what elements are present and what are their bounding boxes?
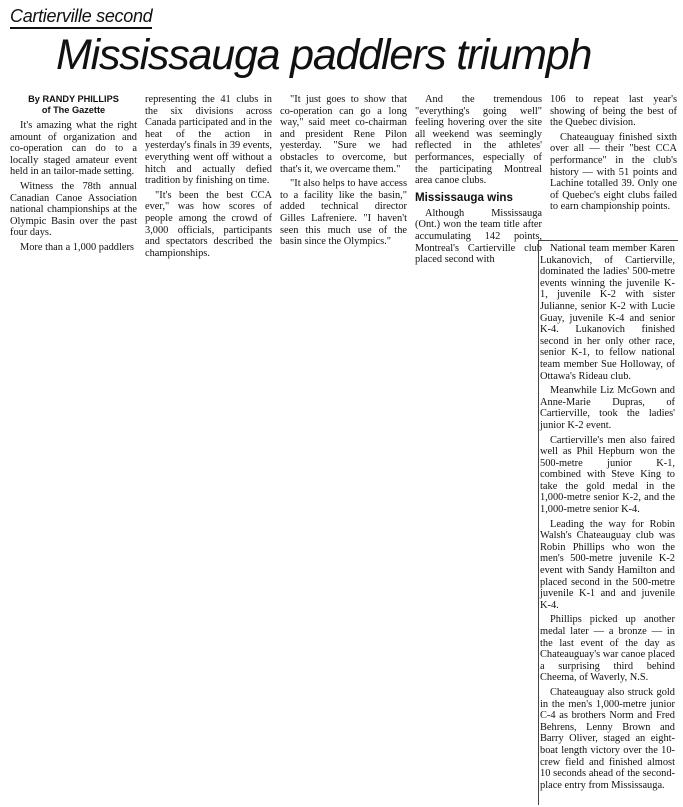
paragraph: representing the 41 clubs in the six divisions across Canada participated and in the heat of the action in yesterday's finals in 39 events, everything went off without a hitch and actually defied tradition by finishing on time. xyxy=(145,94,272,187)
paragraph: "It just goes to show that co-operation can go a long way," said meet co-chairman and president Rene Pilon yesterday. "Sure we had obstacles to overcome, but that's it, we overcame them." xyxy=(280,94,407,175)
kicker: Cartierville second xyxy=(10,6,152,29)
paragraph: 106 to repeat last year's showing of being the best of the Quebec division. xyxy=(550,94,677,129)
paragraph: Chateauguay finished sixth over all — their "best CCA performance" in the club's history — with 51 points and Lachine totalled 39. Only one of Quebec's eight clubs failed to earn championship points. xyxy=(550,131,677,213)
column-divider-vertical xyxy=(538,240,539,805)
article-column-1 xyxy=(10,94,137,257)
article-column-3 xyxy=(280,94,407,251)
paragraph: Chateauguay also struck gold in the men's 1,000-metre junior C-4 as brothers Norm and Fred Behrens, Lenny Brown and Barry Oliver, staged an eight-boat length victory over the 10-crew field and finished almost 10 seconds ahead of the second-place entry from Mississauga. xyxy=(540,686,675,791)
paragraph: More than a 1,000 paddlers xyxy=(20,241,134,253)
paragraph: And the tremendous "everything's going well" feeling hovering over the site all weekend was seemingly reflected in the athletes' performances, especially of the participating Montreal area canoe clubs. xyxy=(415,94,542,187)
column-divider-horizontal xyxy=(538,240,678,241)
paragraph: Leading the way for Robin Walsh's Chateauguay club was Robin Phillips who won the men's 500-metre juvenile K-2 event with Sandy Hamilton and placed second in the 500-metre juvenile K-1 and and juvenile K-4. xyxy=(540,518,675,611)
paragraph: Meanwhile Liz McGown and Anne-Marie Dupras, of Cartierville, took the ladies' junior K-2 event. xyxy=(540,385,675,431)
article-column-4 xyxy=(415,94,542,269)
article-column-2 xyxy=(145,94,272,262)
paragraph: "It's been the best CCA ever," was how scores of people among the crowd of 3,000 officials, participants and spectators described the championships. xyxy=(145,189,272,259)
paragraph: "It also helps to have access to a facility like the basin," added technical director Gilles Lafreniere. "I haven't seen this much use of the basin since the Olympics." xyxy=(280,178,407,248)
subheading: Mississauga wins xyxy=(415,190,513,204)
byline-author: By RANDY PHILLIPS xyxy=(28,94,119,104)
byline-outlet: of The Gazette xyxy=(41,105,106,115)
headline: Mississauga paddlers triumph xyxy=(56,31,592,79)
byline xyxy=(10,94,137,116)
paragraph: It's amazing what the right amount of organization and co-operation can do to a locally staged amateur event held in an tailor-made setting. xyxy=(10,120,137,178)
paragraph: National team member Karen Lukanovich, of Cartierville, dominated the ladies' 500-metre events winning the juvenile K-1, juvenile K-2 with sister Julianne, senior K-2 with Lucie Guay, juvenile K-4 and senior K-4. Lukanovich finished second in her only other race, senior K-1, to fellow national team member Sue Holloway, of Ottawa's Rideau club. xyxy=(540,243,675,382)
paragraph: Although Mississauga (Ont.) won the team title after accumulating 142 points, Montreal's Cartierville club placed second with xyxy=(415,207,542,266)
article-column-5-continued xyxy=(540,243,675,794)
paragraph: Cartierville's men also faired well as Phil Hepburn won the 500-metre junior K-1, combined with Steve King to take the gold medal in the 1,000-metre senior K-2, and the 1,000-metre senior K-4. xyxy=(540,434,675,516)
paragraph: Witness the 78th annual Canadian Canoe Association national championships at the Olympic Basin over the past four days. xyxy=(10,180,137,239)
article-column-5 xyxy=(550,94,677,216)
paragraph: Phillips picked up another medal later — a bronze — in the last event of the day as Chateauguay's war canoe placed a surprising third behind Cheema, of Waverly, N.S. xyxy=(540,614,675,684)
